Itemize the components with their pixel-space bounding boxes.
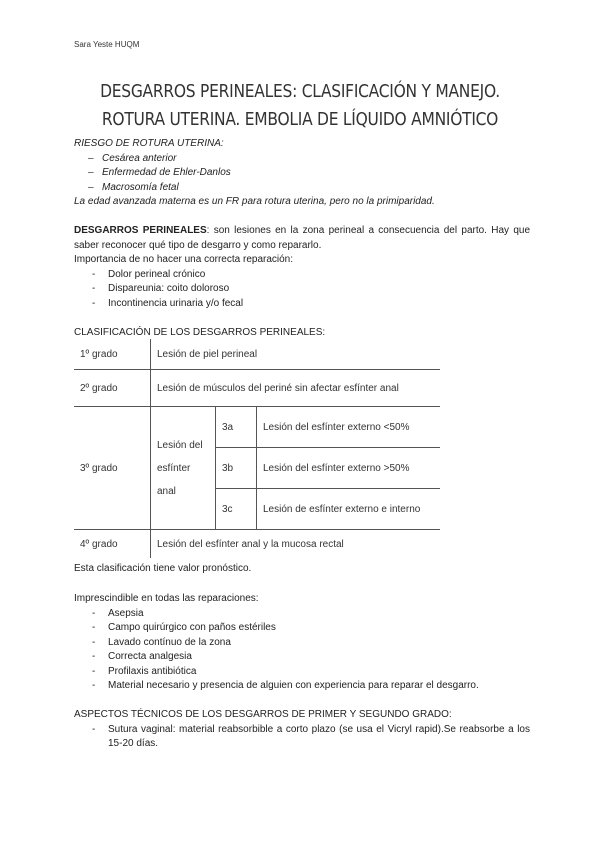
title-line-2: ROTURA UTERINA. EMBOLIA DE LÍQUIDO AMNIÓTICO	[101, 109, 499, 130]
repairs-heading: Imprescindible en todas las reparaciones:	[74, 593, 259, 604]
list-item: - Incontinencia urinaria y/o fecal	[74, 297, 530, 312]
risk-note: La edad avanzada materna es un FR para rotura uterina, pero no la primiparidad.	[74, 196, 435, 207]
list-item: – Macrosomía fetal	[74, 181, 530, 196]
subgrade-cell: 3b	[216, 448, 257, 489]
title-line-1: DESGARROS PERINEALES: CLASIFICACIÓN Y MANEJO.	[100, 81, 500, 102]
subgrade-desc-cell: Lesión del esfínter externo >50%	[257, 448, 441, 489]
intro-definition	[74, 224, 530, 253]
table-row	[74, 407, 440, 448]
grade-cell: 1º grado	[74, 339, 151, 370]
list-item: - Dispareunia: coito doloroso	[74, 282, 530, 297]
classification-note: Esta clasificación tiene valor pronóstico.	[74, 563, 252, 574]
page-title	[94, 78, 507, 134]
author-header: Sara Yeste HUQM	[74, 40, 140, 49]
technical-section	[74, 708, 530, 752]
repairs-list	[74, 607, 530, 694]
grade-cell: 2º grado	[74, 370, 151, 407]
list-item: - Sutura vaginal: material reabsorbible a corto plazo (se usa el Vicryl rapid).Se reabsorbe a los 15-20 días.	[74, 723, 530, 752]
grade-cell: 3º grado	[74, 407, 151, 530]
classification-table	[74, 339, 440, 558]
list-item: - Material necesario y presencia de alguien con experiencia para reparar el desgarro.	[74, 679, 530, 694]
technical-list	[74, 723, 530, 752]
list-item: - Dolor perineal crónico	[74, 268, 530, 283]
intro-term: DESGARROS PERINEALES	[74, 225, 207, 236]
list-item: – Cesárea anterior	[74, 152, 530, 167]
grade-desc-cell: Lesión de piel perineal	[151, 339, 441, 370]
list-item: - Asepsia	[74, 607, 530, 622]
list-item: – Enfermedad de Ehler-Danlos	[74, 166, 530, 181]
list-item: - Correcta analgesia	[74, 650, 530, 665]
subgrade-desc-cell: Lesión de esfínter externo e interno	[257, 489, 441, 530]
intro-definition-text: : son lesiones en la zona perineal a consecuencia del parto. Hay que saber reconocer qué tipo de desgarro y como repararlo.	[74, 225, 531, 251]
table-row	[74, 339, 440, 370]
subgrade-desc-cell: Lesión del esfínter externo <50%	[257, 407, 441, 448]
list-item: - Lavado contínuo de la zona	[74, 636, 530, 651]
consequences-list	[74, 268, 530, 312]
subgrade-cell: 3a	[216, 407, 257, 448]
importance-text: Importancia de no hacer una correcta reparación:	[74, 254, 294, 265]
list-item: - Profilaxis antibiótica	[74, 665, 530, 680]
uterine-rupture-risk-section	[74, 137, 530, 210]
list-item: - Campo quirúrgico con paños estériles	[74, 621, 530, 636]
lesion-cell: Lesión del esfínter anal	[151, 407, 216, 530]
perineal-tears-intro	[74, 224, 530, 311]
grade-desc-cell: Lesión de músculos del periné sin afectar esfínter anal	[151, 370, 441, 407]
grade-desc-cell: Lesión del esfínter anal y la mucosa rectal	[157, 538, 344, 550]
classification-heading: CLASIFICACIÓN DE LOS DESGARROS PERINEALES:	[74, 327, 326, 338]
risk-heading: RIESGO DE ROTURA UTERINA:	[74, 138, 224, 149]
table-row	[74, 370, 440, 407]
grade-cell: 4º grado	[74, 530, 151, 559]
technical-heading: ASPECTOS TÉCNICOS DE LOS DESGARROS DE PRIMER Y SEGUNDO GRADO:	[74, 709, 452, 720]
risk-list	[74, 152, 530, 196]
repairs-section	[74, 592, 530, 694]
table-row	[74, 530, 440, 559]
subgrade-cell: 3c	[216, 489, 257, 530]
